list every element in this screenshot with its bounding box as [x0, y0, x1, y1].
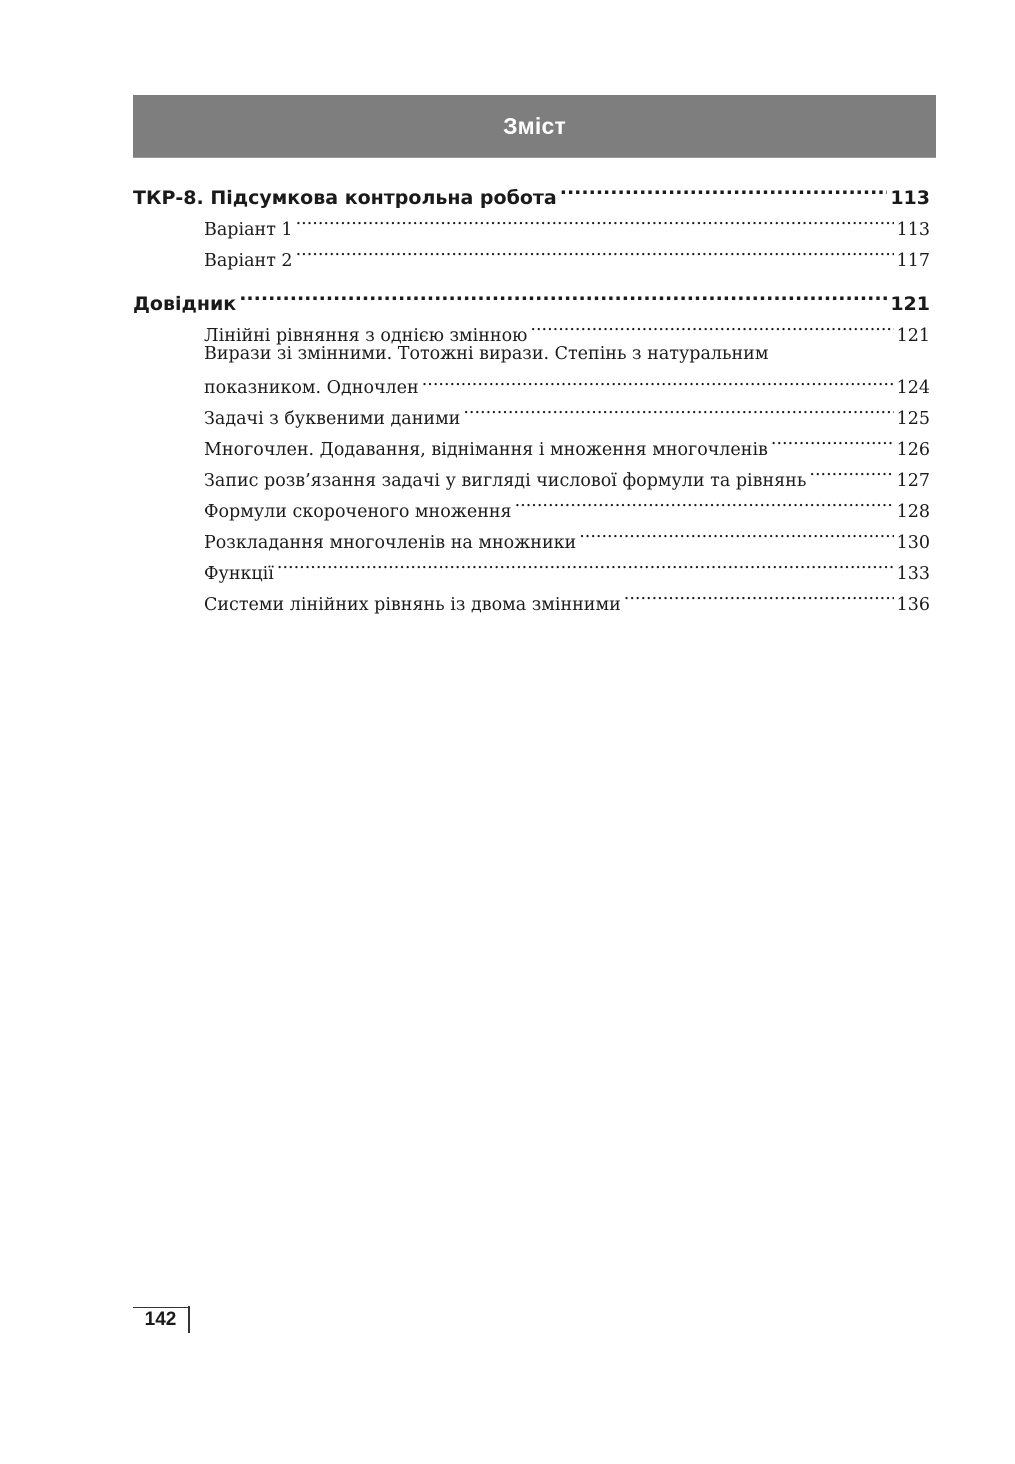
toc-item-label: Розкладання многочленів на множники	[204, 533, 577, 553]
toc-item-label: Варіант 2	[204, 251, 293, 271]
toc-page-number: 128	[896, 502, 930, 522]
dot-leader	[809, 455, 893, 486]
toc-page-number: 127	[896, 471, 930, 491]
toc-item-label-line2: показником. Одночлен	[204, 378, 419, 398]
toc-item-label-line1: Вирази зі змінними. Тотожні вирази. Степінь з натуральним	[204, 344, 769, 364]
toc-item-expressions[interactable]	[204, 341, 930, 398]
toc-item-label: Системи лінійних рівнянь із двома змінними	[204, 595, 621, 615]
dot-leader	[579, 517, 893, 548]
dot-leader	[560, 173, 888, 204]
dot-leader	[239, 279, 887, 310]
toc-page-number: 136	[896, 595, 930, 615]
toc-item-label: Варіант 1	[204, 220, 293, 240]
page-number: 142	[133, 1306, 190, 1333]
dot-leader	[771, 424, 894, 455]
toc-section-title: Довідник	[133, 293, 237, 315]
toc-item-variant-2[interactable]	[204, 235, 930, 271]
toc-page-number: 121	[890, 293, 930, 315]
toc-item-label: Лінійні рівняння з однією змінною	[204, 326, 528, 346]
dot-leader	[296, 204, 894, 235]
toc-page-number: 117	[896, 251, 930, 271]
dot-leader	[624, 579, 894, 610]
dot-leader	[422, 368, 894, 393]
toc-item-label: Запис розв’язання задачі у вигляді числової формули та рівнянь	[204, 471, 807, 491]
toc-page-number: 124	[896, 378, 930, 398]
contents-header	[133, 95, 936, 157]
toc-item-label: Функції	[204, 564, 274, 584]
toc-page-number: 130	[896, 533, 930, 553]
toc-item-variant-1[interactable]	[204, 204, 930, 240]
dot-leader	[530, 310, 893, 341]
toc-item-linear-equations[interactable]	[204, 310, 930, 346]
toc-item-linear-systems[interactable]	[204, 579, 930, 615]
toc-page-number: 113	[896, 220, 930, 240]
toc-page-number: 121	[896, 326, 930, 346]
table-of-contents	[133, 173, 930, 615]
dot-leader	[463, 393, 893, 424]
dot-leader	[515, 486, 894, 517]
toc-section-reference[interactable]	[133, 279, 930, 315]
toc-item-functions[interactable]	[204, 548, 930, 584]
toc-page-number: 133	[896, 564, 930, 584]
toc-page-number: 126	[896, 440, 930, 460]
toc-item-label: Многочлен. Додавання, віднімання і множення многочленів	[204, 440, 768, 460]
page-title: Зміст	[503, 112, 566, 139]
dot-leader	[296, 235, 894, 266]
toc-page-number: 113	[890, 187, 930, 209]
dot-leader	[277, 548, 894, 579]
toc-item-label: Формули скороченого множення	[204, 502, 512, 522]
toc-page-number: 125	[896, 409, 930, 429]
toc-section-tkr8[interactable]	[133, 173, 930, 209]
toc-section-title: ТКР-8. Підсумкова контрольна робота	[133, 187, 557, 209]
toc-item-label: Задачі з буквеними даними	[204, 409, 461, 429]
